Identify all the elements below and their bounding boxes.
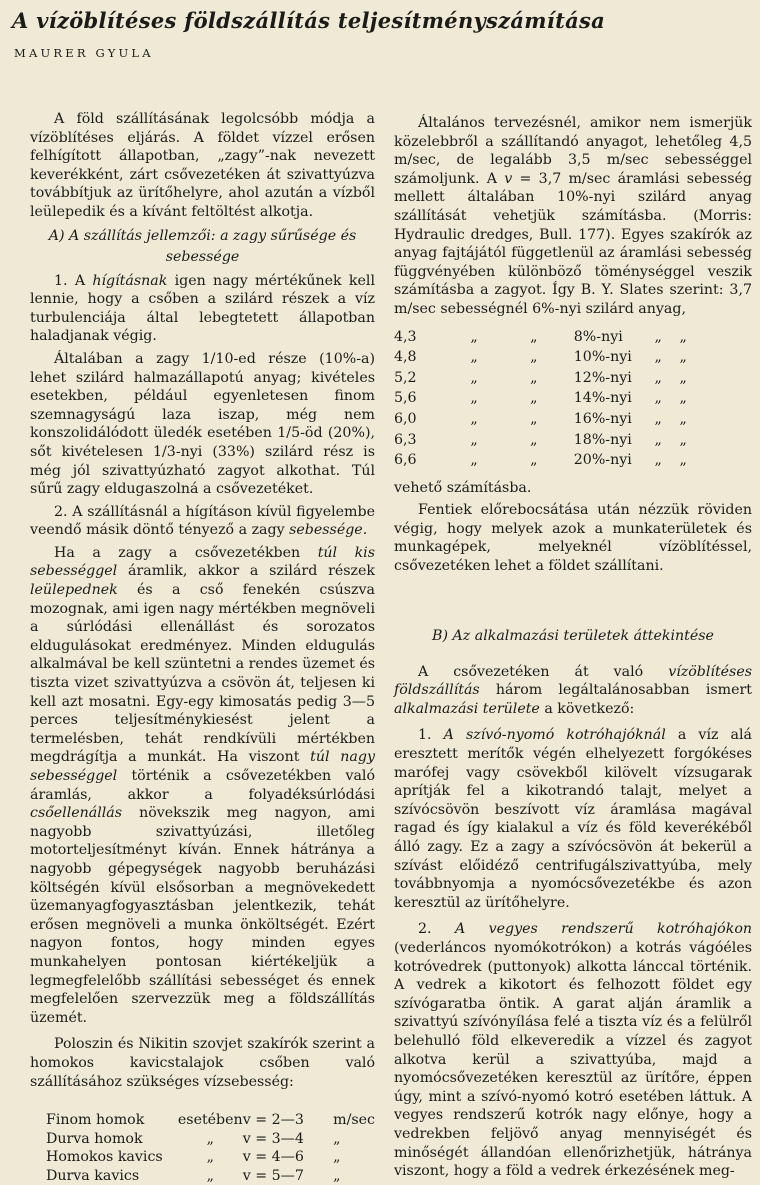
table-row: Durva kavics „ v = 5—7 „: [46, 1167, 341, 1184]
right-column: [394, 114, 752, 1181]
table-row: 6,0 „ „ 16%-nyi „ „: [394, 410, 687, 427]
table-row: Durva homok „ v = 3—4 „: [46, 1130, 341, 1147]
paragraph-speed-factor: 2. A szállításnál a hígításon kívül figyelembe veendő másik döntő tényező a zagy sebessége.: [30, 503, 375, 539]
gravel-velocity-table: [46, 1111, 375, 1185]
paragraph-application-areas: A csővezetéken át való vízöblítéses földszállítás három legáltalánosabban ismert alkalmazási területe a következő:: [394, 663, 752, 717]
paragraph-overview: Fentiek előrebocsátása után nézzük röviden végig, hogy melyek azok a munkaterületek és munkagépek, melyeknél vízöblítéssel, csővezetéken lehet a földet szállítani.: [394, 502, 752, 575]
left-column: [30, 110, 375, 1185]
table-row: 6,3 „ „ 18%-nyi „ „: [394, 431, 687, 448]
article-title: A vízöblítéses földszállítás teljesítményszámítása: [12, 8, 606, 33]
paragraph-general-design: Általános tervezésnél, amikor nem ismerjük közelebbről a szállítandó anyagot, lehetőleg 4,5 m/sec, de legalább 3,5 m/sec sebességgel számoljunk. A v = 3,7 m/sec áramlási sebesség mellett általában 10%-nyi szilárd anyag szállítását vehetjük számításba. (Morris: Hydraulic dredges, Bull. 177). Egyes szakírók az anyag fajtájától függetlenül az áramlási sebesség függvényében különböző töménységgel veszik számításba a zagyot. Így B. Y. Slates szerint: 3,7 m/sec sebességnél 6%-nyi szilárd anyag,: [394, 115, 752, 317]
paragraph-soviet-authors: Poloszin és Nikitin szovjet szakírók szerint a homokos kavicstalajok csőben való szállításához szükséges vízsebesség:: [30, 1036, 375, 1090]
paragraph-continuation: vehető számításba.: [394, 479, 532, 496]
table-row: 6,6 „ „ 20%-nyi „ „: [394, 452, 687, 469]
paragraph-solid-ratio: Általában a zagy 1/10-ed része (10%-a) lehet szilárd halmazállapotú anyag; kivételes esetekben, például egyenletesen finom szemnagyságú laza iszap, még nem konszolidálódott üledék esetében 1/5-öd (20%), sőt kivételesen 1/3-nyi (33%) szilárd rész is még jól szivattyúzható zagyot alkothat. Túl sűrű zagy eldugaszolná a csővezetéket.: [30, 350, 375, 498]
section-heading-a: A) A szállítás jellemzői: a zagy sűrűsége és sebessége: [48, 227, 357, 265]
section-heading-b: B) Az alkalmazási területek áttekintése: [432, 627, 714, 644]
paragraph-mixed-dredgers: 2. A vegyes rendszerű kotróhajókon (vederláncos nyomókotrókon) a kotrás vágóéles kotróvedrek (puttonyok) alkotta lánccal történik. A vedrek a kikotort és felhozott földet egy szívógaratba öntik. A garat alján áramlik a szivattyú szívónyílása felé a tiszta víz és a felülről belehulló föld elkeveredik a vízzel és zagyot alkotva kerül a szivattyúba, majd a nyomócsővezetéken keresztül az ürítőre, éppen úgy, mint a szívó-nyomó kotró esetében láttuk. A vegyes rendszerű kotrók nagy előnye, hogy a vedrekben feljövő anyag mennyiségét és minőségét állandóan ellenőrizhetjük, hátránya viszont, hogy a föld a vedrek érkezésének meg-: [394, 921, 753, 1180]
paragraph-suction-dredgers: 1. A szívó-nyomó kotróhajóknál a víz alá eresztett merítők végén elhelyezett forgókéses marófej vagy csövekből kilövelt vízsugarak aprítják fel a kikotrandó talajt, melyet a szívócsövön beszívott víz áramlása magával ragad és így kialakul a víz és föld keverékéből álló zagy. Ez a zagy a szívócsövön át bekerül a szívást előidéző centrifugálszivattyúba, mely továbbnyomja a nyomócsővezetékbe és azon keresztül az ürítőhelyre.: [394, 727, 753, 911]
table-row: 5,6 „ „ 14%-nyi „ „: [394, 390, 687, 407]
table-row: Finom homok esetében v = 2—3 m/sec: [46, 1112, 375, 1129]
concentration-table: [394, 327, 694, 471]
table-row: 5,2 „ „ 12%-nyi „ „: [394, 369, 687, 386]
author-name: MAURER GYULA: [14, 46, 154, 60]
table-row: 4,8 „ „ 10%-nyi „ „: [394, 349, 687, 366]
table-row: Homokos kavics „ v = 4—6 „: [46, 1149, 341, 1166]
paragraph-speed-effects: Ha a zagy a csővezetékben túl kis sebességgel áramlik, akkor a szilárd részek leülepednek és a cső fenekén csúszva mozognak, ami igen nagy mértékben megnöveli a súrlódási ellenállást és sorozatos eldugulásokat eredményez. Minden eldugulás alkalmával be kell szüntetni a rendes üzemet és tiszta vizet szivattyúzva a csövön át, teljesen ki kell azt mosatni. Egy-egy kimosatás pedig 3—5 perces teljesítménykiesést jelent a termelésben, tehát rendkívüli mértékben megdrágítja a munkát. Ha viszont túl nagy sebességgel történik a csővezetékben való áramlás, akkor a folyadéksúrlódási csőellenállás növekszik meg nagyon, ami nagyobb szivattyúzási, illetőleg motorteljesítményt kíván. Ennek hátránya a nagyobb gépegységek nagyobb beruházási költségén kívül elsősorban a megnövekedett üzemanyagfogyasztásban jelentkezik, tehát erősen megnöveli a munka önköltségét. Ezért nagyon fontos, hogy minden egyes munkahelyen pontosan kiértékeljük a legmegfelelőbb szállítási sebességet és ennek megfelelően szervezzük meg a földszállítás üzemét.: [30, 544, 375, 1026]
table-row: 4,3 „ „ 8%-nyi „ „: [394, 328, 687, 345]
paragraph-dilution: 1. A hígításnak igen nagy mértékűnek kell lennie, hogy a csőben a szilárd részek a víz turbulenciája által lebegtetett állapotban haladjanak végig.: [30, 272, 375, 345]
paragraph-intro: A föld szállításának legolcsóbb módja a vízöblítéses eljárás. A földet vízzel erősen felhígított állapotban, „zagy”-nak nevezett keverékként, zárt csővezetéken át szivattyúzva továbbítjuk az ürítőhelyre, ahol azután a vízből leülepedik és a kívánt feltöltést alkotja.: [30, 111, 375, 220]
